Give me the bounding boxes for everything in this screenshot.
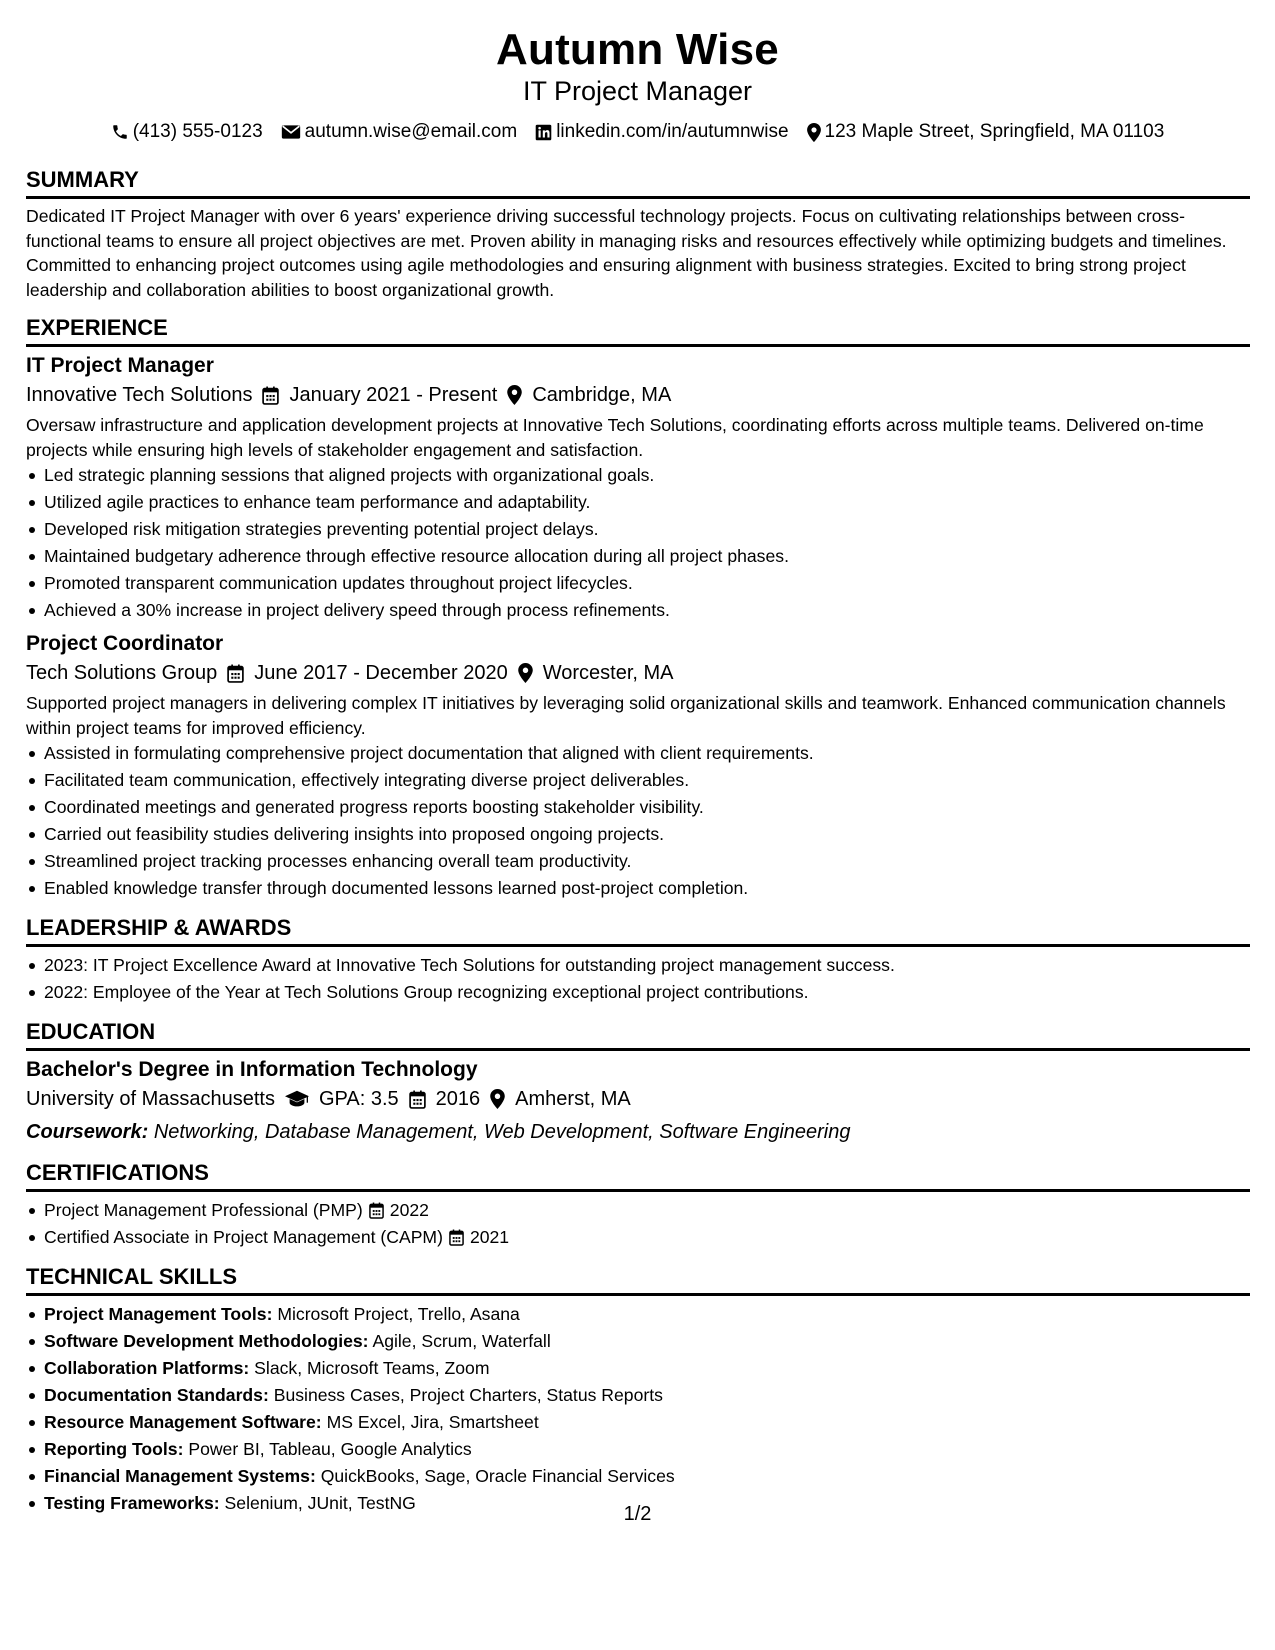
degree-title: Bachelor's Degree in Information Technology	[26, 1058, 478, 1081]
certification-name: Certified Associate in Project Management (CAPM)	[44, 1227, 443, 1247]
job-dates: January 2021 - Present	[289, 384, 498, 406]
list-item: Achieved a 30% increase in project delivery speed through process refinements.	[44, 597, 1250, 624]
linkedin-icon	[535, 124, 552, 141]
contact-address	[807, 120, 1165, 144]
graduation-year: 2016	[435, 1088, 481, 1110]
contact-linkedin[interactable]	[535, 120, 788, 144]
calendar-icon	[409, 1090, 426, 1109]
calendar-icon	[262, 386, 279, 405]
coursework-text: Networking, Database Management, Web Development, Software Engineering	[153, 1121, 851, 1143]
education-meta	[26, 1084, 1250, 1114]
experience-section	[26, 314, 1250, 902]
map-pin-icon	[507, 385, 522, 405]
coursework-line	[26, 1117, 1250, 1147]
skills-list	[26, 1301, 1250, 1517]
skill-label: Testing Frameworks:	[44, 1493, 220, 1513]
job-title: Project Coordinator	[26, 632, 224, 655]
certifications-section	[26, 1159, 1250, 1251]
section-title: CERTIFICATIONS	[26, 1159, 1250, 1192]
skill-value: Microsoft Project, Trello, Asana	[277, 1304, 520, 1324]
page-number: 1/2	[623, 1503, 652, 1525]
skill-label: Collaboration Platforms:	[44, 1358, 250, 1378]
skill-value: Agile, Scrum, Waterfall	[372, 1331, 551, 1351]
skill-label: Project Management Tools:	[44, 1304, 273, 1324]
certifications-list	[26, 1197, 1250, 1251]
list-item	[44, 1355, 1250, 1382]
list-item: 2023: IT Project Excellence Award at Innovative Tech Solutions for outstanding project management success.	[44, 952, 1250, 979]
school-location: Amherst, MA	[515, 1088, 631, 1110]
resume-header	[0, 0, 1275, 144]
section-title: SUMMARY	[26, 166, 1250, 199]
contact-email[interactable]	[281, 120, 518, 144]
skill-label: Reporting Tools:	[44, 1439, 184, 1459]
education-section	[26, 1018, 1250, 1147]
section-title: EXPERIENCE	[26, 314, 1250, 347]
phone-text: (413) 555-0123	[132, 121, 263, 142]
job-location: Cambridge, MA	[532, 384, 672, 406]
calendar-icon	[449, 1229, 464, 1246]
candidate-name: Autumn Wise	[496, 25, 779, 74]
graduation-cap-icon	[285, 1090, 309, 1108]
job-meta	[26, 380, 1250, 410]
list-item	[44, 1436, 1250, 1463]
company-name: Tech Solutions Group	[26, 662, 218, 684]
job-description: Supported project managers in delivering complex IT initiatives by leveraging solid organizational skills and teamwork. Enhanced communication channels within project teams for improved efficiency.	[26, 693, 1226, 738]
list-item	[44, 1328, 1250, 1355]
job-title: IT Project Manager	[26, 354, 214, 377]
map-pin-icon	[490, 1089, 505, 1109]
coursework-label: Coursework:	[26, 1121, 149, 1143]
contact-bar	[0, 120, 1275, 144]
job-bullets	[26, 740, 1250, 902]
skill-label: Financial Management Systems:	[44, 1466, 316, 1486]
job-dates: June 2017 - December 2020	[254, 662, 508, 684]
envelope-icon	[281, 124, 301, 140]
section-title: LEADERSHIP & AWARDS	[26, 914, 1250, 947]
candidate-headline: IT Project Manager	[522, 76, 753, 106]
gpa-text: GPA: 3.5	[318, 1088, 399, 1110]
list-item: Promoted transparent communication updates throughout project lifecycles.	[44, 570, 1250, 597]
map-pin-icon	[807, 123, 821, 142]
skill-value: Slack, Microsoft Teams, Zoom	[254, 1358, 490, 1378]
job-bullets	[26, 462, 1250, 624]
list-item: Maintained budgetary adherence through effective resource allocation during all project phases.	[44, 543, 1250, 570]
job-location: Worcester, MA	[542, 662, 674, 684]
calendar-icon	[369, 1202, 384, 1219]
certification-year: 2022	[389, 1200, 429, 1220]
skill-label: Software Development Methodologies:	[44, 1331, 369, 1351]
address-text: 123 Maple Street, Springfield, MA 01103	[824, 121, 1165, 142]
skill-value: MS Excel, Jira, Smartsheet	[326, 1412, 539, 1432]
skills-section	[26, 1263, 1250, 1517]
list-item: Carried out feasibility studies delivering insights into proposed ongoing projects.	[44, 821, 1250, 848]
list-item	[44, 1301, 1250, 1328]
certification-name: Project Management Professional (PMP)	[44, 1200, 363, 1220]
skill-value: Selenium, JUnit, TestNG	[224, 1493, 416, 1513]
summary-text: Dedicated IT Project Manager with over 6 years' experience driving successful technology projects. Focus on cultivating relationships between cross-functional teams to ensure all project objectives are met. Proven ability in managing risks and resources effectively while optimizing budgets and timelines. Committed to enhancing project outcomes using agile methodologies and ensuring alignment with business strategies. Excited to bring strong project leadership and collaboration abilities to boost organizational growth.	[26, 206, 1227, 300]
list-item: Assisted in formulating comprehensive project documentation that aligned with client requirements.	[44, 740, 1250, 767]
awards-section	[26, 914, 1250, 1006]
list-item	[44, 1382, 1250, 1409]
skill-label: Documentation Standards:	[44, 1385, 269, 1405]
list-item	[44, 1409, 1250, 1436]
linkedin-text: linkedin.com/in/autumnwise	[556, 121, 789, 142]
list-item	[44, 1463, 1250, 1490]
contact-phone	[111, 120, 263, 144]
job-entry	[26, 352, 1250, 624]
list-item: Coordinated meetings and generated progress reports boosting stakeholder visibility.	[44, 794, 1250, 821]
phone-icon	[111, 123, 129, 141]
section-title: TECHNICAL SKILLS	[26, 1263, 1250, 1296]
company-name: Innovative Tech Solutions	[26, 384, 253, 406]
list-item: Streamlined project tracking processes enhancing overall team productivity.	[44, 848, 1250, 875]
skill-value: Business Cases, Project Charters, Status Reports	[273, 1385, 663, 1405]
list-item	[44, 1197, 1250, 1224]
list-item: Led strategic planning sessions that aligned projects with organizational goals.	[44, 462, 1250, 489]
job-description: Oversaw infrastructure and application development projects at Innovative Tech Solutions, coordinating efforts across multiple teams. Delivered on-time projects while ensuring high levels of stakeholder engagement and satisfaction.	[26, 415, 1204, 460]
resume-body	[26, 166, 1250, 1529]
list-item: Enabled knowledge transfer through documented lessons learned post-project completion.	[44, 875, 1250, 902]
section-title: EDUCATION	[26, 1018, 1250, 1051]
list-item: Utilized agile practices to enhance team performance and adaptability.	[44, 489, 1250, 516]
list-item: Developed risk mitigation strategies preventing potential project delays.	[44, 516, 1250, 543]
list-item: 2022: Employee of the Year at Tech Solutions Group recognizing exceptional project contributions.	[44, 979, 1250, 1006]
certification-year: 2021	[469, 1227, 510, 1247]
skill-label: Resource Management Software:	[44, 1412, 322, 1432]
list-item	[44, 1224, 1250, 1251]
awards-list	[26, 952, 1250, 1006]
list-item: Facilitated team communication, effectively integrating diverse project deliverables.	[44, 767, 1250, 794]
skill-value: QuickBooks, Sage, Oracle Financial Services	[320, 1466, 675, 1486]
job-meta	[26, 658, 1250, 688]
school-name: University of Massachusetts	[26, 1088, 275, 1110]
calendar-icon	[227, 664, 244, 683]
map-pin-icon	[518, 663, 533, 683]
skill-value: Power BI, Tableau, Google Analytics	[188, 1439, 472, 1459]
job-entry	[26, 630, 1250, 902]
email-text: autumn.wise@email.com	[304, 121, 518, 142]
summary-section	[26, 166, 1250, 302]
